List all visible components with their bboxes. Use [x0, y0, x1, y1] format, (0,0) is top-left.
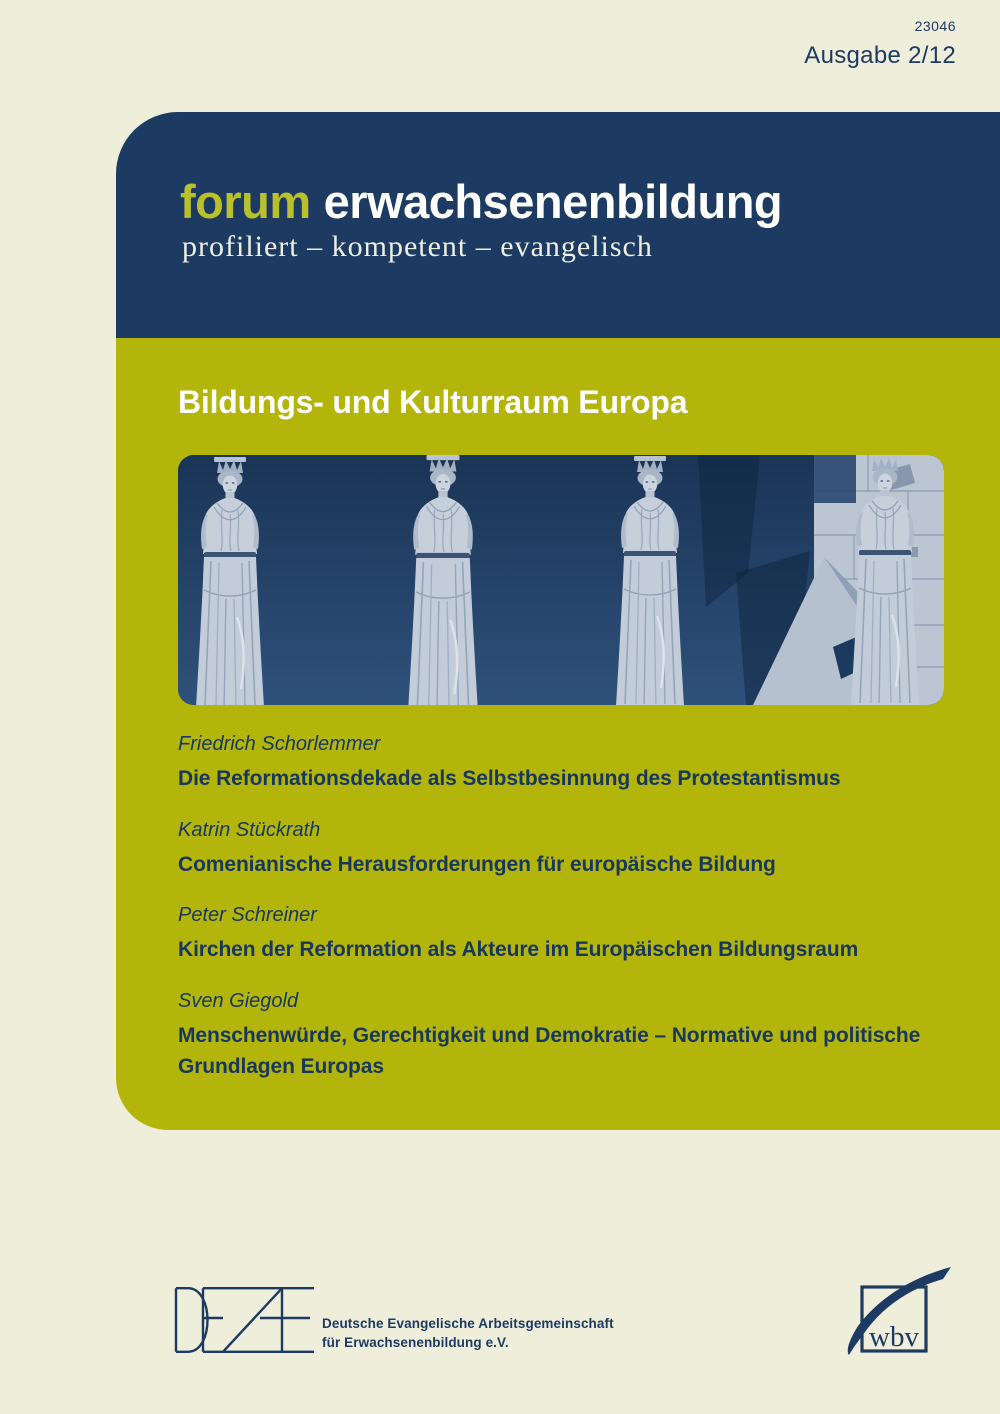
article-item — [178, 733, 926, 795]
article-author: Katrin Stückrath — [178, 818, 321, 841]
magazine-title-accent: forum — [180, 175, 311, 228]
deae-name-line2: für Erwachsenenbildung e.V. — [322, 1335, 509, 1350]
magazine-title — [180, 174, 782, 229]
masthead — [116, 112, 1000, 338]
article-list — [178, 733, 926, 1107]
article-author: Sven Giegold — [178, 989, 299, 1012]
wbv-label: wbv — [869, 1321, 919, 1353]
article-item — [178, 990, 926, 1083]
print-code: 23046 — [914, 18, 956, 34]
article-item — [178, 904, 926, 966]
caryatids-illustration — [178, 455, 944, 705]
corner-info — [804, 18, 956, 70]
cover-body — [116, 338, 1000, 1130]
article-item — [178, 819, 926, 881]
article-title: Comenianische Herausforderungen für europäische Bildung — [178, 852, 776, 876]
deae-name-line1: Deutsche Evangelische Arbeitsgemeinschaft — [322, 1316, 614, 1331]
magazine-title-rest: erwachsenenbildung — [323, 175, 783, 228]
wbv-logo — [838, 1260, 960, 1362]
article-author: Friedrich Schorlemmer — [178, 733, 381, 755]
issue-theme-title: Bildungs- und Kulturraum Europa — [178, 384, 688, 420]
issue-label: Ausgabe 2/12 — [804, 42, 956, 69]
article-title: Menschenwürde, Gerechtigkeit und Demokratie – Normative und politische Grundlagen Europas — [178, 1023, 921, 1078]
magazine-subtitle: profiliert – kompetent – evangelisch — [182, 230, 653, 263]
deae-logo — [174, 1287, 316, 1353]
caryatids-photo — [178, 455, 944, 705]
deae-publisher-name — [322, 1314, 614, 1352]
article-title: Kirchen der Reformation als Akteure im Europäischen Bildungsraum — [178, 938, 859, 961]
article-author: Peter Schreiner — [178, 904, 317, 926]
article-title: Die Reformationsdekade als Selbstbesinnung des Protestantismus — [178, 767, 841, 790]
